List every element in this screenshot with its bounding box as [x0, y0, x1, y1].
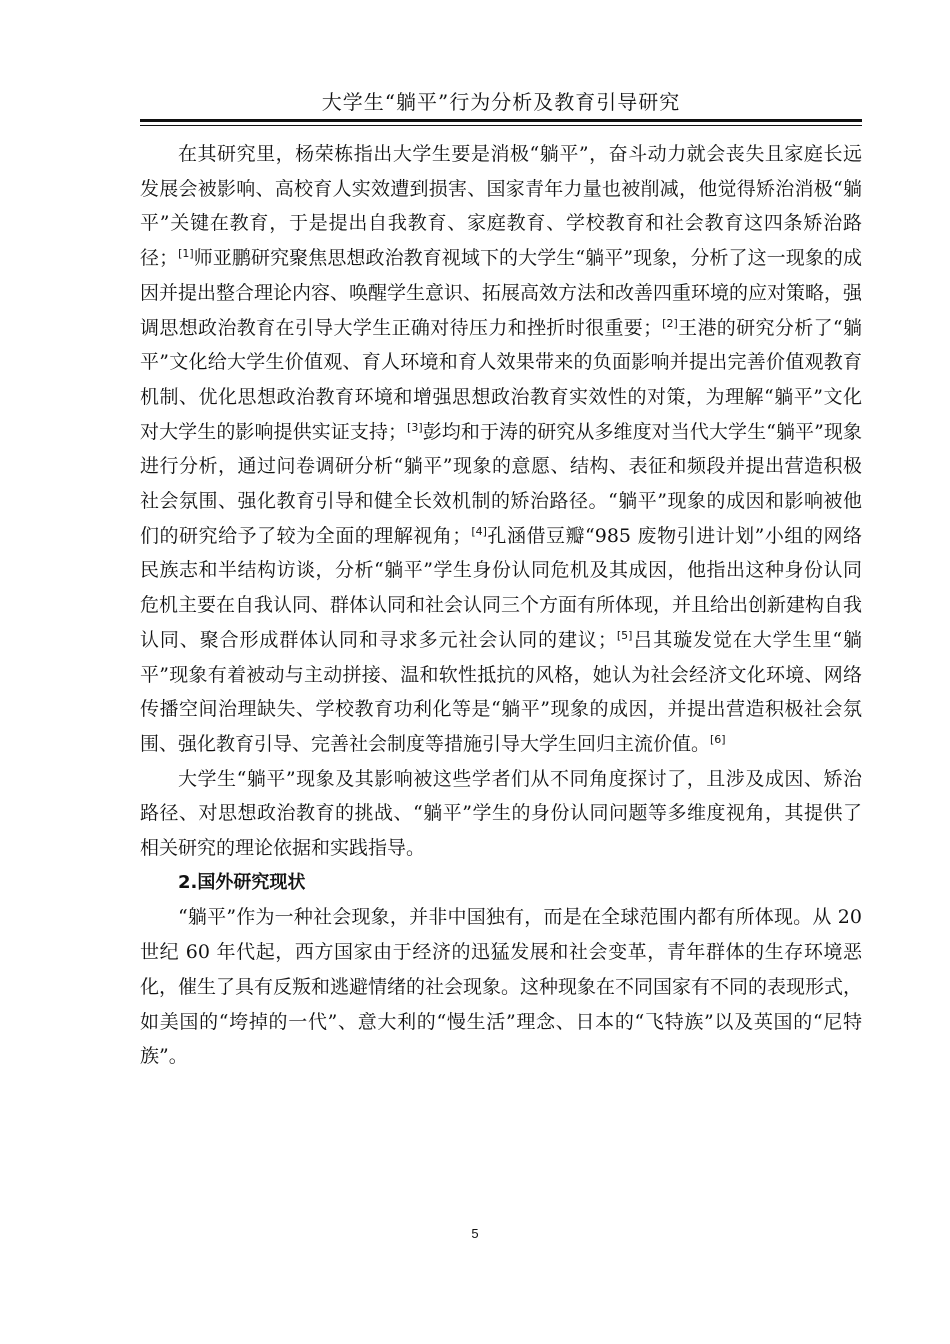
text-segment: 吕其璇发觉在大学生里“躺平”现象有着被动与主动拼接、温和软性抵抗的风格，她认为社会经济文化环境、网络传播空间治理缺失、学校教育功利化等是“躺平”现象的成因，并提出营造积极社会氛围、强化教育引导、完善社会制度等措施引导大学生回归主流价值。 [140, 628, 862, 755]
header-rule-thick [140, 119, 862, 122]
text-segment: 在其研究里，杨荣栋指出大学生要是消极“躺平”，奋斗动力就会丧失且家庭长远发展会被影响、高校育人实效遭到损害、国家青年力量也被削减，他觉得矫治消极“躺平”关键在教育，于是提出自我教育、家庭教育、学校教育和社会教育这四条矫治路径； [140, 143, 862, 270]
citation-ref: [5] [616, 628, 633, 642]
text-segment: 师亚鹏研究聚焦思想政治教育视域下的大学生“躺平”现象，分析了这一现象的成因并提出整合理论内容、唤醒学生意识、拓展高效方法和改善四重环境的应对策略，强调思想政治教育在引导大学生正确对待压力和挫折时很重要； [140, 247, 863, 339]
text-segment: 孔涵借豆瓣“985 废物引进计划”小组的网络民族志和半结构访谈，分析“躺平”学生身份认同危机及其成因，他指出这种身份认同危机主要在自我认同、群体认同和社会认同三个方面有所体现，并且给出创新建构自我认同、聚合形成群体认同和寻求多元社会认同的建议； [140, 524, 863, 651]
body-text [140, 137, 862, 1074]
citation-ref: [3] [407, 420, 423, 434]
citation-ref: [1] [178, 247, 194, 261]
citation-ref: [6] [710, 732, 726, 746]
text-segment: 王港的研究分析了“躺平”文化给大学生价值观、育人环境和育人效果带来的负面影响并提出完善价值观教育机制、优化思想政治教育环境和增强思想政治教育实效性的对策，为理解“躺平”文化对大学生的影响提供实证支持； [140, 316, 862, 443]
section-heading: 2.国外研究现状 [178, 871, 306, 893]
text-segment: 彭均和于涛的研究从多维度对当代大学生“躺平”现象进行分析，通过问卷调研分析“躺平”现象的意愿、结构、表征和频段并提出营造积极社会氛围、强化教育引导和健全长效机制的矫治路径。“躺平”现象的成因和影响被他们的研究给予了较为全面的理解视角； [140, 420, 862, 547]
running-header: 大学生“躺平”行为分析及教育引导研究 [321, 90, 681, 114]
paragraph-summary: 大学生“躺平”现象及其影响被这些学者们从不同角度探讨了，且涉及成因、矫治路径、对思想政治教育的挑战、“躺平”学生的身份认同问题等多维度视角，其提供了相关研究的理论依据和实践指导。 [140, 767, 862, 860]
citation-ref: [4] [471, 524, 487, 538]
citation-ref: [2] [662, 316, 678, 330]
page-number: 5 [471, 1226, 479, 1241]
header-rule-thin [140, 125, 862, 126]
paragraph-foreign-research: “躺平”作为一种社会现象，并非中国独有，而是在全球范围内都有所体现。从 20 世纪 60 年代起，西方国家由于经济的迅猛发展和社会变革，青年群体的生存环境恶化，催生了具有反叛和逃避情绪的社会现象。这种现象在不同国家有不同的表现形式，如美国的“垮掉的一代”、意大利的“慢生活”理念、日本的“飞特族”以及英国的“尼特族”。 [140, 906, 863, 1068]
paragraph-literature-review [140, 137, 862, 762]
